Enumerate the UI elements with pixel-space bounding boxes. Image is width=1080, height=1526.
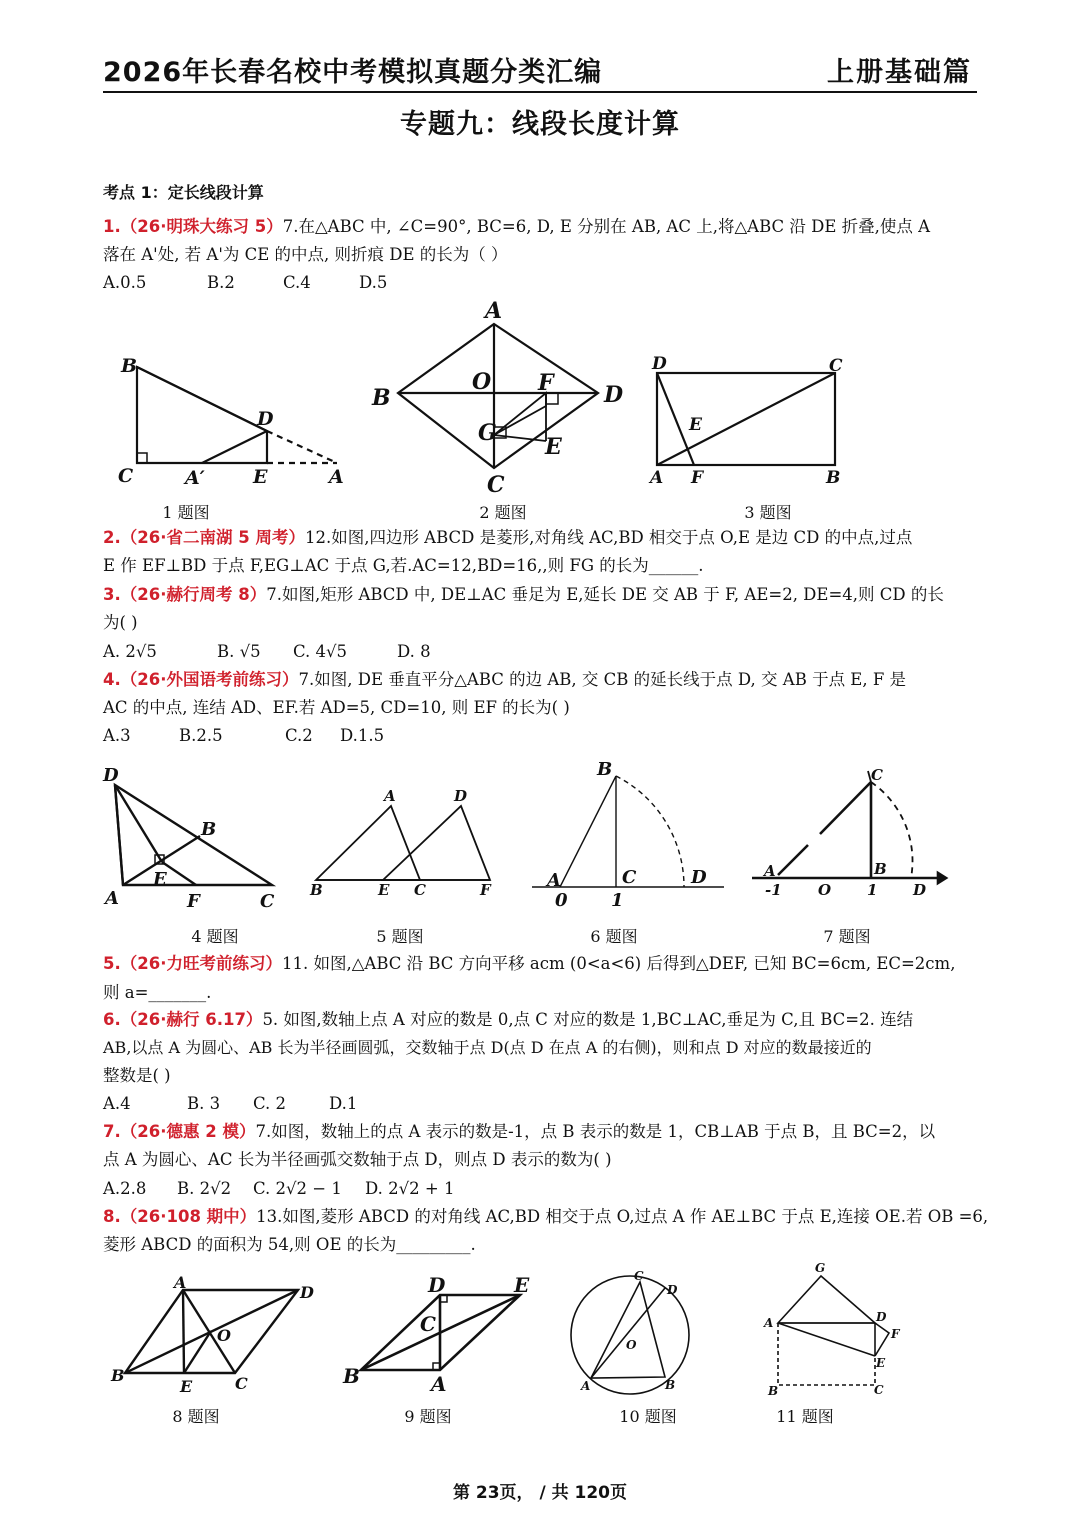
question-1-cont: 落在 A'处, 若 A'为 CE 的中点, 则折痕 DE 的长为（ ） [103,245,508,264]
svg-text:O: O [217,1326,231,1345]
svg-text:E: E [253,466,268,488]
document-header-title: 2026年长春名校中考模拟真题分类汇编 [103,57,603,88]
svg-text:B: B [372,385,391,411]
figure-6-caption: 6 题图 [590,927,638,946]
svg-text:D: D [691,867,707,888]
svg-text:A: A [581,1379,591,1393]
question-5-cont: 则 a=_______. [103,983,212,1002]
option: C.4 [283,273,311,292]
svg-text:A: A [431,1372,447,1396]
svg-text:C: C [622,867,637,888]
question-6-text: 5. 如图,数轴上点 A 对应的数是 0,点 C 对应的数是 1,BC⊥AC,垂足为 C,且 BC=2. 连结 [262,1010,914,1029]
svg-text:B: B [826,468,841,488]
svg-text:C: C [871,766,883,784]
question-6-cont2: 整数是( ) [103,1066,171,1085]
svg-text:E: E [153,869,167,890]
figure-9-caption: 9 题图 [404,1407,452,1426]
option: D.5 [359,273,388,292]
svg-text:1: 1 [867,881,878,899]
svg-text:A: A [650,468,664,488]
figure-3-caption: 3 题图 [744,503,792,522]
svg-text:B: B [201,819,217,840]
figure-8-caption: 8 题图 [172,1407,220,1426]
question-3-text: 7.如图,矩形 ABCD 中, DE⊥AC 垂足为 E,延长 DE 交 AB 于 F, AE=2, DE=4,则 CD 的长 [266,585,944,604]
svg-text:D: D [454,787,468,805]
svg-text:C: C [634,1269,644,1283]
svg-text:0: 0 [555,890,568,911]
question-6-tag: 6.（26·赫行 6.17） [103,1010,263,1029]
figure-5-caption: 5 题图 [376,927,424,946]
svg-text:C: C [235,1374,248,1393]
option: C.2 [285,726,313,745]
svg-text:G: G [815,1261,826,1275]
question-4-tag: 4.（26·外国语考前练习） [103,670,299,689]
svg-text:A: A [764,1316,774,1330]
option: B. √5 [217,642,261,661]
question-4-cont: AC 的中点, 连结 AD、EF.若 AD=5, CD=10, 则 EF 的长为( ) [103,698,570,717]
svg-text:D: D [913,881,927,899]
option: C. 2 [253,1094,287,1113]
figure-7-caption: 7 题图 [823,927,871,946]
question-8-tag: 8.（26·108 期中） [103,1207,257,1226]
svg-text:C: C [118,465,134,487]
svg-text:E: E [378,881,390,899]
svg-text:B: B [310,881,323,899]
question-2-cont: E 作 EF⊥BD 于点 F,EG⊥AC 于点 G,若.AC=12,BD=16,,则 FG 的长为______. [103,556,704,575]
svg-text:E: E [876,1356,886,1370]
page-number: 第 23页， / 共 120页 [452,1483,628,1503]
svg-text:C: C [487,472,505,498]
option: D. 2√2 + 1 [365,1179,455,1198]
svg-text:C: C [829,356,843,376]
option: C. 4√5 [293,642,348,661]
svg-text:A: A [384,787,396,805]
figure-10-caption: 10 题图 [619,1407,677,1426]
option: D.1.5 [340,726,385,745]
question-1-text: 7.在△ABC 中, ∠C=90°, BC=6, D, E 分别在 AB, AC 上,将△ABC 沿 DE 折叠,使点 A [282,217,931,236]
svg-text:G: G [478,420,497,446]
topic-title: 专题九：线段长度计算 [400,109,680,140]
svg-text:O: O [818,881,832,899]
option: A.4 [103,1094,131,1113]
document-header-volume: 上册基础篇 [827,57,972,88]
svg-text:E: E [180,1377,193,1396]
svg-text:C: C [874,1383,884,1397]
option: C. 2√2 − 1 [253,1179,342,1198]
svg-text:F: F [480,881,491,899]
question-5-text: 11. 如图,△ABC 沿 BC 方向平移 acm (0<a<6) 后得到△DEF, 已知 BC=6cm, EC=2cm, [281,954,956,973]
svg-text:E: E [545,434,562,460]
svg-text:B: B [343,1364,360,1388]
option: A. 2√5 [103,642,157,661]
question-6-cont: AB,以点 A 为圆心、AB 长为半径画圆弧，交数轴于点 D(点 D 在点 A 的右侧)，则和点 D 对应的数最接近的 [103,1038,872,1057]
question-7-cont: 点 A 为圆心、AC 长为半径画弧交数轴于点 D，则点 D 表示的数为( ) [103,1150,612,1169]
question-1-tag: 1.（26·明珠大练习 5） [103,217,283,236]
svg-text:B: B [111,1366,125,1385]
question-7-text: 7.如图，数轴上的点 A 表示的数是-1，点 B 表示的数是 1，CB⊥AB 于点 B，且 BC=2，以 [255,1122,936,1141]
svg-text:C: C [260,891,275,912]
svg-text:D: D [103,765,119,786]
question-3-cont: 为( ) [103,613,138,632]
option: B. 2√2 [177,1179,232,1198]
option: B.2.5 [179,726,223,745]
question-5-tag: 5.（26·力旺考前练习） [103,954,282,973]
option: D.1 [329,1094,358,1113]
svg-text:B: B [665,1378,676,1392]
figure-4-caption: 4 题图 [191,927,239,946]
svg-text:A: A [105,888,119,909]
option: A.0.5 [103,273,147,292]
svg-text:B: B [597,759,613,780]
svg-text:O: O [626,1338,637,1352]
svg-text:O: O [472,369,492,395]
svg-text:D: D [876,1310,887,1324]
question-8-cont: 菱形 ABCD 的面积为 54,则 OE 的长为_________. [103,1235,476,1254]
figure-1-caption: 1 题图 [162,503,210,522]
svg-text:A: A [485,298,503,324]
svg-text:C: C [414,881,426,899]
svg-text:D: D [604,382,624,408]
section-heading: 考点 1：定长线段计算 [103,183,264,202]
svg-text:D: D [257,408,274,430]
question-2-tag: 2.（26·省二南湖 5 周考） [103,528,305,547]
svg-text:D: D [300,1283,314,1302]
option: D. 8 [397,642,431,661]
svg-text:C: C [420,1312,436,1336]
svg-text:F: F [538,370,554,396]
figure-11-caption: 11 题图 [776,1407,834,1426]
svg-text:F: F [187,891,200,912]
question-3-tag: 3.（26·赫行周考 8） [103,585,267,604]
svg-text:A′: A′ [185,467,205,489]
option: A.3 [103,726,131,745]
svg-text:D: D [652,354,667,374]
svg-text:B: B [874,860,887,878]
option: B.2 [207,273,235,292]
svg-text:F: F [691,468,704,488]
question-4-text: 7.如图, DE 垂直平分△ABC 的边 AB, 交 CB 的延长线于点 D, 交 AB 于点 E, F 是 [298,670,907,689]
option: B. 3 [187,1094,221,1113]
svg-text:A: A [764,862,776,880]
svg-text:E: E [514,1273,530,1297]
svg-text:A: A [329,466,344,488]
svg-text:E: E [689,415,702,435]
figure-2-caption: 2 题图 [479,503,527,522]
svg-text:-1: -1 [765,881,782,899]
svg-text:D: D [428,1273,446,1297]
svg-text:1: 1 [611,890,624,911]
svg-text:A: A [547,870,561,891]
question-2-text: 12.如图,四边形 ABCD 是菱形,对角线 AC,BD 相交于点 O,E 是边 CD 的中点,过点 [304,528,913,547]
question-7-tag: 7.（26·德惠 2 模） [103,1122,256,1141]
svg-text:A: A [174,1273,187,1292]
option: A.2.8 [103,1179,147,1198]
svg-text:B: B [768,1384,779,1398]
svg-text:D: D [667,1283,678,1297]
question-8-text: 13.如图,菱形 ABCD 的对角线 AC,BD 相交于点 O,过点 A 作 AE⊥BC 于点 E,连接 OE.若 OB =6, [256,1207,989,1226]
svg-text:B: B [121,355,138,377]
svg-text:F: F [891,1327,900,1341]
